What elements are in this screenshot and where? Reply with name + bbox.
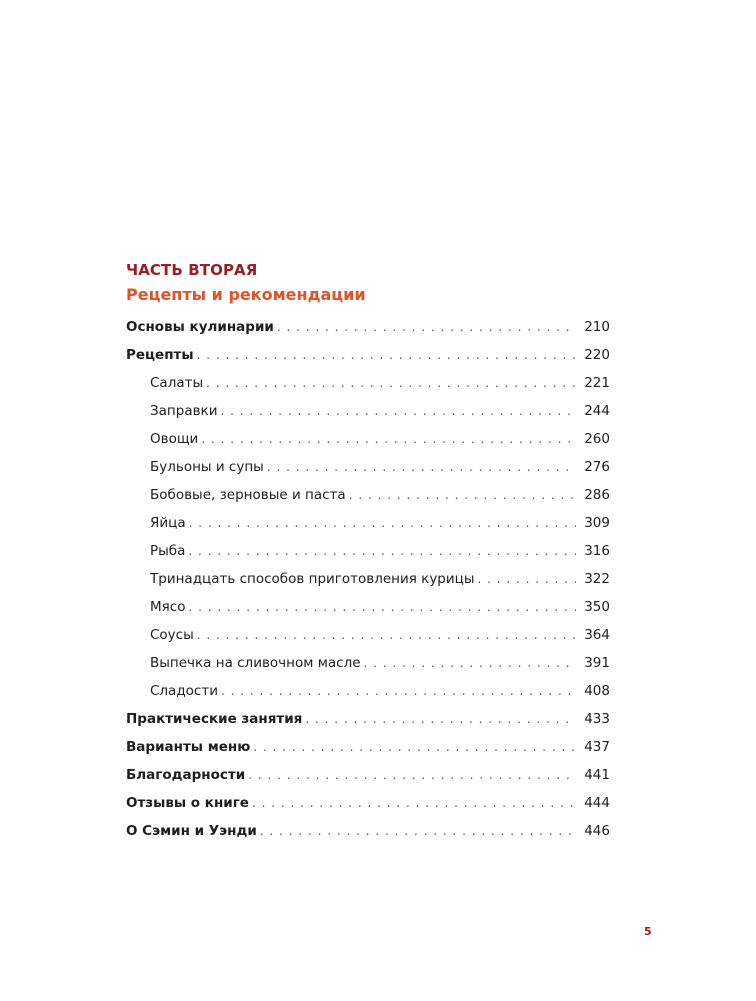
toc-entry-title: Бобовые, зерновые и паста (150, 487, 346, 503)
dot-leader (260, 817, 576, 845)
toc-entry-title: Рыба (150, 543, 186, 559)
toc-subentry[interactable] (126, 621, 610, 649)
toc-entry[interactable] (126, 313, 610, 341)
toc-entry[interactable] (126, 761, 610, 789)
toc-entry-title: Рецепты (126, 347, 194, 363)
toc-entry-title: Яйца (150, 515, 186, 531)
dot-leader (364, 649, 577, 677)
toc-entry-title: Варианты меню (126, 739, 251, 755)
part-title: Рецепты и рекомендации (126, 285, 366, 304)
toc-subentry[interactable] (126, 593, 610, 621)
dot-leader (252, 789, 576, 817)
toc-entry-page: 408 (584, 683, 610, 699)
toc-entry[interactable] (126, 733, 610, 761)
toc-entry-page: 350 (584, 599, 610, 615)
table-of-contents (126, 313, 610, 845)
toc-entry-page: 446 (584, 823, 610, 839)
dot-leader (206, 369, 576, 397)
toc-subentry[interactable] (126, 453, 610, 481)
toc-entry[interactable] (126, 817, 610, 845)
toc-entry-title: Выпечка на сливочном масле (150, 655, 361, 671)
dot-leader (277, 313, 576, 341)
toc-entry-page: 391 (584, 655, 610, 671)
toc-entry-title: Сладости (150, 683, 218, 699)
toc-entry-page: 260 (584, 431, 610, 447)
toc-entry-title: Основы кулинарии (126, 319, 274, 335)
toc-entry-title: Бульоны и супы (150, 459, 264, 475)
toc-subentry[interactable] (126, 565, 610, 593)
toc-subentry[interactable] (126, 425, 610, 453)
toc-entry[interactable] (126, 341, 610, 369)
toc-entry-title: О Сэмин и Уэнди (126, 823, 257, 839)
dot-leader (201, 425, 576, 453)
dot-leader (267, 453, 576, 481)
toc-entry[interactable] (126, 705, 610, 733)
toc-subentry[interactable] (126, 397, 610, 425)
page-number: 5 (644, 925, 652, 938)
toc-entry-title: Благодарности (126, 767, 246, 783)
toc-subentry[interactable] (126, 677, 610, 705)
dot-leader (349, 481, 577, 509)
toc-entry-page: 220 (584, 347, 610, 363)
toc-entry-title: Овощи (150, 431, 199, 447)
toc-entry-title: Соусы (150, 627, 194, 643)
toc-subentry[interactable] (126, 509, 610, 537)
toc-entry-page: 210 (584, 319, 610, 335)
toc-entry-page: 286 (584, 487, 610, 503)
dot-leader (478, 565, 577, 593)
toc-entry-page: 433 (584, 711, 610, 727)
toc-entry-title: Практические занятия (126, 711, 303, 727)
dot-leader (221, 677, 576, 705)
toc-entry-title: Мясо (150, 599, 186, 615)
toc-subentry[interactable] (126, 537, 610, 565)
toc-entry-page: 444 (584, 795, 610, 811)
toc-entry-title: Заправки (150, 403, 218, 419)
dot-leader (253, 733, 576, 761)
toc-entry-title: Тринадцать способов приготовления курицы (150, 571, 475, 587)
toc-entry-page: 309 (584, 515, 610, 531)
toc-entry-page: 276 (584, 459, 610, 475)
toc-entry-page: 364 (584, 627, 610, 643)
toc-entry-page: 221 (584, 375, 610, 391)
toc-entry-page: 244 (584, 403, 610, 419)
toc-entry[interactable] (126, 789, 610, 817)
toc-entry-page: 316 (584, 543, 610, 559)
toc-entry-page: 322 (584, 571, 610, 587)
dot-leader (188, 593, 576, 621)
toc-entry-page: 437 (584, 739, 610, 755)
dot-leader (220, 397, 576, 425)
dot-leader (188, 537, 576, 565)
dot-leader (197, 621, 576, 649)
toc-subentry[interactable] (126, 369, 610, 397)
toc-entry-title: Отзывы о книге (126, 795, 249, 811)
toc-subentry[interactable] (126, 649, 610, 677)
toc-subentry[interactable] (126, 481, 610, 509)
toc-entry-title: Салаты (150, 375, 204, 391)
dot-leader (189, 509, 577, 537)
dot-leader (197, 341, 577, 369)
part-label: ЧАСТЬ ВТОРАЯ (126, 261, 258, 279)
dot-leader (248, 761, 576, 789)
dot-leader (305, 705, 576, 733)
toc-entry-page: 441 (584, 767, 610, 783)
